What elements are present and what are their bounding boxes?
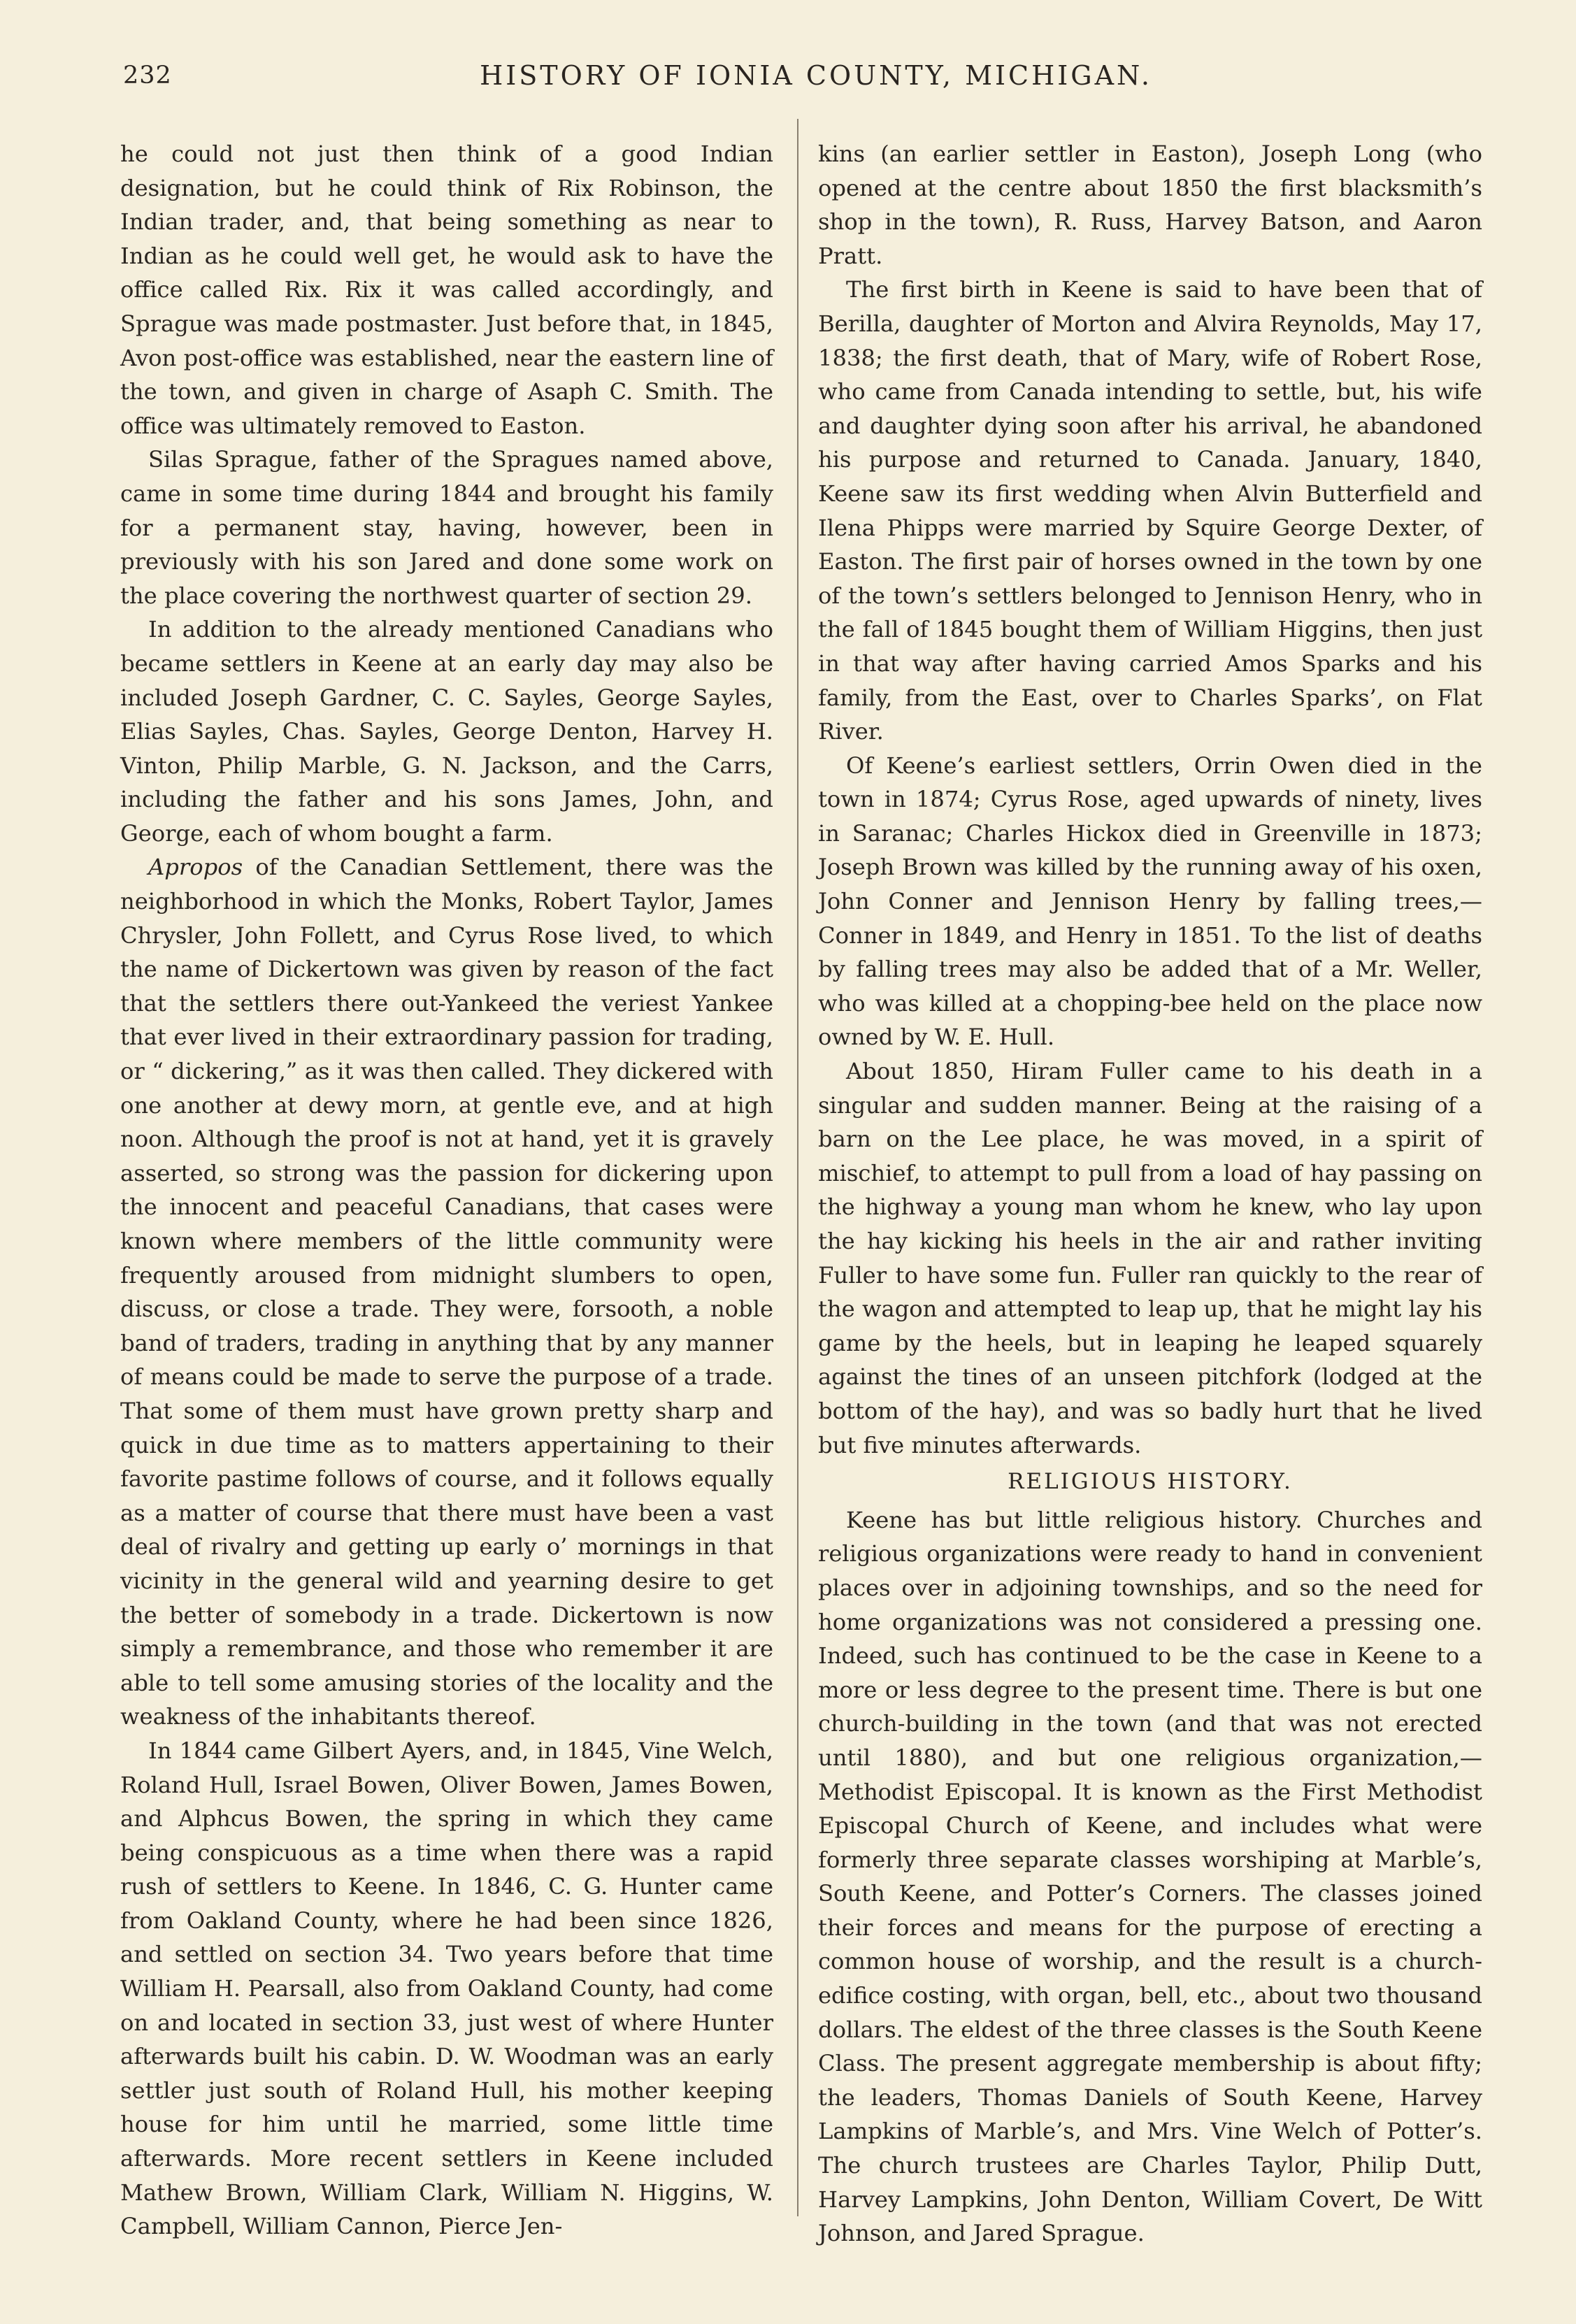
paragraph bbox=[120, 850, 773, 1733]
left-column bbox=[120, 137, 773, 2244]
paragraph: Silas Sprague, father of the Spragues named above, came in some time during 1844 and brought his family for a permanent stay, having, however, been in previously with his son Jared and done some work on the place covering the northwest quarter of section 29. bbox=[120, 446, 773, 609]
right-column bbox=[818, 137, 1482, 2251]
paragraph: The first birth in Keene is said to have been that of Berilla, daughter of Morton and Alvira Reynolds, May 17, 1838; the first death, that of Mary, wife of Robert Rose, who came from Canada intending to settle, but, his wife and daughter dying soon after his arrival, he abandoned his purpose and returned to Canada. January, 1840, Keene saw its first wedding when Alvin Butterfield and Ilena Phipps were married by Squire George Dexter, of Easton. The first pair of horses owned in the town by one of the town’s settlers belonged to Jennison Henry, who in the fall of 1845 bought them of William Higgins, then just in that way after having carried Amos Sparks and his family, from the East, over to Charles Sparks’, on Flat River. bbox=[818, 276, 1482, 745]
paragraph: In 1844 came Gilbert Ayers, and, in 1845, Vine Welch, Roland Hull, Israel Bowen, Oliver Bowen, James Bowen, and Alphcus Bowen, the spring in which they came being conspicuous as a time when there was a rapid rush of settlers to Keene. In 1846, C. G. Hunter came from Oakland County, where he had been since 1826, and settled on section 34. Two years before that time William H. Pearsall, also from Oakland County, had come on and located in section 33, just west of where Hunter afterwards built his cabin. D. W. Woodman was an early settler just south of Roland Hull, his mother keeping house for him until he married, some little time afterwards. More recent settlers in Keene included Mathew Brown, William Clark, William N. Higgins, W. Campbell, William Cannon, Pierce Jen- bbox=[120, 1737, 773, 2240]
column-divider bbox=[797, 119, 798, 2216]
section-heading bbox=[818, 1465, 1482, 1499]
paragraph-text: of the Canadian Settlement, there was the neighborhood in which the Monks, Robert Taylor, James Chrysler, John Follett, and Cyrus Rose lived, to which the name of Dickertown was given by reason of the fact that the settlers there out-Yankeed the veriest Yankee that ever lived in their extraordinary passion for trading, or “ dickering,” as it was then called. They dickered with one another at dewy morn, at gentle eve, and at high noon. Although the proof is not at hand, yet it is gravely asserted, so strong was the passion for dickering upon the innocent and peaceful Canadians, that cases were known where members of the little community were frequently aroused from midnight slumbers to open, discuss, or close a trade. They were, forsooth, a noble band of traders, trading in anything that by any manner of means could be made to serve the purpose of a trade. That some of them must have grown pretty sharp and quick in due time as to matters appertaining to their favorite pastime follows of course, and it follows equally as a matter of course that there must have been a vast deal of rivalry and getting up early o’ mornings in that vicinity in the general wild and yearning desire to get the better of somebody in a trade. Dickertown is now simply a remembrance, and those who remember it are able to tell some amusing stories of the locality and the weakness of the inhabitants thereof. bbox=[120, 854, 773, 1730]
paragraph: Of Keene’s earliest settlers, Orrin Owen died in the town in 1874; Cyrus Rose, aged upwards of ninety, lives in Saranac; Charles Hickox died in Greenville in 1873; Joseph Brown was killed by the running away of his oxen, John Conner and Jennison Henry by falling trees,—Conner in 1849, and Henry in 1851. To the list of deaths by falling trees may also be added that of a Mr. Weller, who was killed at a chopping-bee held on the place now owned by W. E. Hull. bbox=[818, 752, 1482, 1051]
page-header bbox=[0, 55, 1576, 96]
section-heading-text: RELIGIOUS HISTORY. bbox=[1008, 1469, 1293, 1495]
running-title: HISTORY OF IONIA COUNTY, MICHIGAN. bbox=[480, 60, 1152, 91]
page-number: 232 bbox=[123, 62, 172, 89]
paragraph: In addition to the already mentioned Canadians who became settlers in Keene at an early day may also be included Joseph Gardner, C. C. Sayles, George Sayles, Elias Sayles, Chas. Sayles, George Denton, Harvey H. Vinton, Philip Marble, G. N. Jackson, and the Carrs, including the father and his sons James, John, and George, each of whom bought a farm. bbox=[120, 616, 773, 847]
apropos-italic: Apropos bbox=[148, 854, 243, 881]
paragraph: Keene has but little religious history. Churches and religious organizations were ready to hand in convenient places over in adjoining townships, and so the need for home organizations was not considered a pressing one. Indeed, such has continued to be the case in Keene to a more or less degree to the present time. There is but one church-building in the town (and that was not erected until 1880), and but one religious organization,—Methodist Episcopal. It is known as the First Methodist Episcopal Church of Keene, and includes what were formerly three separate classes worshiping at Marble’s, South Keene, and Potter’s Corners. The classes joined their forces and means for the purpose of erecting a common house of worship, and the result is a church-edifice costing, with organ, bell, etc., about two thousand dollars. The eldest of the three classes is the South Keene Class. The present aggregate membership is about fifty; the leaders, Thomas Daniels of South Keene, Harvey Lampkins of Marble’s, and Mrs. Vine Welch of Potter’s. The church trustees are Charles Taylor, Philip Dutt, Harvey Lampkins, John Denton, William Covert, De Witt Johnson, and Jared Sprague. bbox=[818, 1506, 1482, 2247]
paragraph: he could not just then think of a good Indian designation, but he could think of Rix Robinson, the Indian trader, and, that being something as near to Indian as he could well get, he would ask to have the office called Rix. Rix it was called accordingly, and Sprague was made postmaster. Just before that, in 1845, Avon post-office was established, near the eastern line of the town, and given in charge of Asaph C. Smith. The office was ultimately removed to Easton. bbox=[120, 141, 773, 439]
paragraph: kins (an earlier settler in Easton), Joseph Long (who opened at the centre about 1850 the first blacksmith’s shop in the town), R. Russ, Harvey Batson, and Aaron Pratt. bbox=[818, 141, 1482, 269]
paragraph: About 1850, Hiram Fuller came to his death in a singular and sudden manner. Being at the raising of a barn on the Lee place, he was moved, in a spirit of mischief, to attempt to pull from a load of hay passing on the highway a young man whom he knew, who lay upon the hay kicking his heels in the air and rather inviting Fuller to have some fun. Fuller ran quickly to the rear of the wagon and attempted to leap up, that he might lay his game by the heels, but in leaping he leaped squarely against the tines of an unseen pitchfork (lodged at the bottom of the hay), and was so badly hurt that he lived but five minutes afterwards. bbox=[818, 1058, 1482, 1458]
